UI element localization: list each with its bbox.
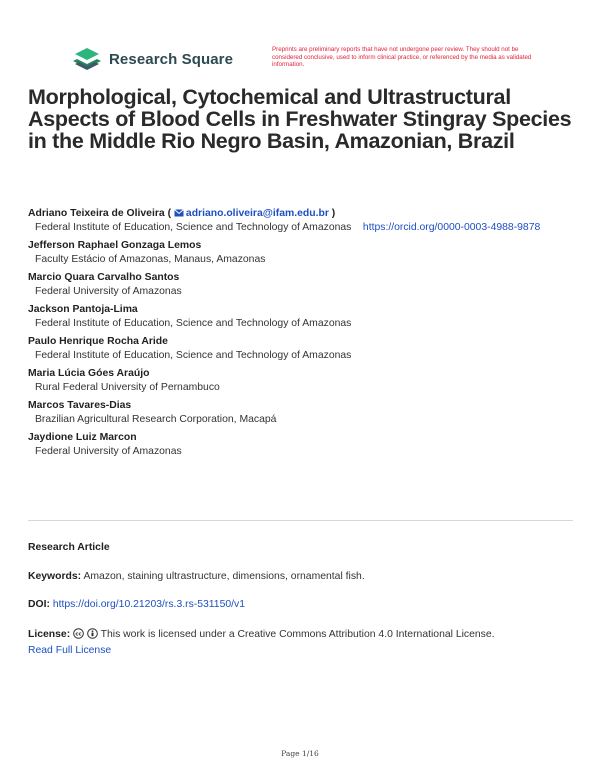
author-entry: [28, 399, 573, 428]
keywords: [28, 569, 573, 585]
attribution-icon: [87, 628, 98, 639]
research-square-logo[interactable]: [73, 48, 233, 70]
author-affiliation: Federal University of Amazonas: [35, 286, 182, 297]
doi-label: DOI:: [28, 599, 50, 610]
article-type-label: Research Article: [28, 542, 110, 553]
page-number: Page 1/16: [281, 749, 319, 758]
author-entry: [28, 239, 573, 268]
author-entry: [28, 335, 573, 364]
paper-title: Morphological, Cytochemical and Ultrastructural Aspects of Blood Cells in Freshwater Stingray Species in the Middle Rio Negro Basin, Amazonian, Brazil: [28, 85, 572, 153]
license-text: This work is licensed under a Creative Commons Attribution 4.0 International License.: [100, 629, 495, 640]
author-affiliation: Federal Institute of Education, Science and Technology of Amazonas: [35, 350, 352, 361]
article-type: [28, 540, 573, 556]
section-divider: [28, 520, 573, 521]
author-affiliation: Faculty Estácio of Amazonas, Manaus, Amazonas: [35, 254, 266, 265]
read-full-license-link[interactable]: Read Full License: [28, 645, 112, 656]
author-name: Marcos Tavares-Dias: [28, 400, 132, 411]
mail-icon: [174, 209, 184, 217]
orcid-link[interactable]: https://orcid.org/0000-0003-4988-9878: [362, 222, 541, 233]
author-affiliation: Federal Institute of Education, Science and Technology of Amazonas: [35, 318, 352, 329]
author-entry: [28, 207, 573, 236]
preprint-disclaimer: Preprints are preliminary reports that have not undergone peer review. They should not be considered conclusive, used to inform clinical practice, or referenced by the media as validated information.: [272, 46, 532, 69]
license-label: License:: [28, 629, 71, 640]
author-name: Maria Lúcia Góes Araújo: [28, 368, 150, 379]
author-name: Marcio Quara Carvalho Santos: [28, 272, 180, 283]
author-entry: [28, 271, 573, 300]
author-name: Paulo Henrique Rocha Aride: [28, 336, 168, 347]
license: [28, 627, 573, 659]
author-affiliation: Brazilian Agricultural Research Corporation, Macapá: [35, 414, 277, 425]
author-entry: [28, 431, 573, 460]
doi: [28, 597, 573, 613]
author-entry: [28, 303, 573, 332]
author-name: Jackson Pantoja-Lima: [28, 304, 138, 315]
author-name: Jaydione Luiz Marcon: [28, 432, 137, 443]
logo-text: Research Square: [109, 50, 234, 68]
svg-text:cc: cc: [75, 631, 82, 638]
author-entry: [28, 367, 573, 396]
creative-commons-icon: [73, 628, 84, 639]
author-affiliation: Federal University of Amazonas: [35, 446, 182, 457]
author-affiliation: Federal Institute of Education, Science and Technology of Amazonas: [35, 222, 352, 233]
keywords-text: Amazon, staining ultrastructure, dimensions, ornamental fish.: [83, 571, 365, 582]
research-square-logo-icon: [73, 48, 103, 70]
author-list: [28, 207, 573, 463]
author-name: Adriano Teixeira de Oliveira: [28, 208, 165, 219]
author-email-wrapper: ( adriano.oliveira@ifam.edu.br ): [167, 208, 336, 219]
keywords-label: Keywords:: [28, 571, 82, 582]
author-email-link[interactable]: adriano.oliveira@ifam.edu.br: [185, 208, 329, 219]
author-name: Jefferson Raphael Gonzaga Lemos: [28, 240, 202, 251]
doi-link[interactable]: https://doi.org/10.21203/rs.3.rs-531150/v1: [52, 599, 245, 610]
author-affiliation: Rural Federal University of Pernambuco: [35, 382, 220, 393]
